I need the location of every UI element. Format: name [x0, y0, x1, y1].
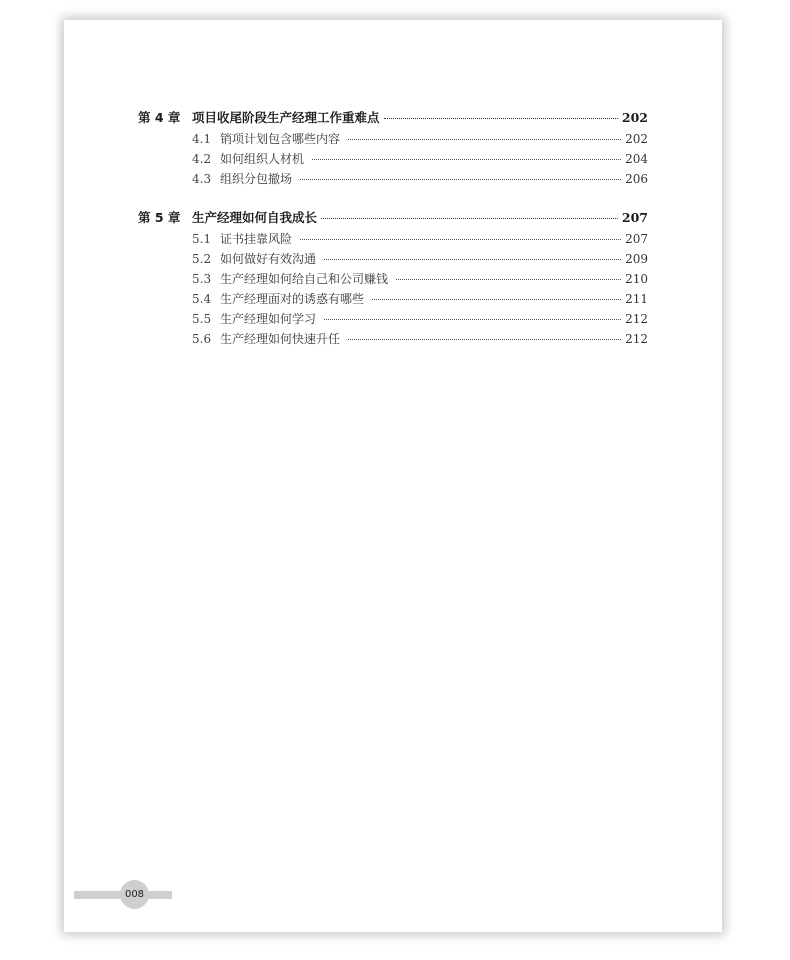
toc-chapter-4[interactable] — [138, 108, 648, 130]
section-number: 5.4 — [192, 292, 212, 306]
chapter-title: 生产经理如何自我成长 — [192, 210, 318, 225]
page-number-badge: 008 — [120, 880, 149, 909]
section-page-number: 210 — [625, 272, 648, 286]
dot-leader — [300, 239, 621, 240]
dot-leader — [312, 159, 621, 160]
section-number: 5.5 — [192, 312, 212, 326]
dot-leader — [348, 339, 621, 340]
section-title: 组织分包撤场 — [220, 172, 293, 186]
section-page-number: 211 — [625, 292, 648, 306]
toc-section-4-3[interactable] — [138, 170, 648, 190]
section-title: 生产经理如何学习 — [220, 312, 317, 326]
toc-chapter-5[interactable] — [138, 208, 648, 230]
chapter-title: 项目收尾阶段生产经理工作重难点 — [192, 110, 380, 125]
chapter-number: 第 5 章 — [138, 210, 181, 225]
section-number: 5.2 — [192, 252, 212, 266]
toc-section-5-6[interactable] — [138, 330, 648, 350]
section-title: 如何组织人材机 — [220, 152, 305, 166]
section-number: 4.3 — [192, 172, 212, 186]
toc-section-5-1[interactable] — [138, 230, 648, 250]
book-page — [64, 20, 722, 932]
dot-leader — [300, 179, 621, 180]
section-page-number: 202 — [625, 132, 648, 146]
section-title: 如何做好有效沟通 — [220, 252, 317, 266]
section-title: 销项计划包含哪些内容 — [220, 132, 341, 146]
toc-section-5-4[interactable] — [138, 290, 648, 310]
section-page-number: 212 — [625, 312, 648, 326]
section-number: 4.2 — [192, 152, 212, 166]
dot-leader — [384, 118, 618, 119]
section-title: 生产经理如何快速升任 — [220, 332, 341, 346]
section-title: 生产经理面对的诱惑有哪些 — [220, 292, 365, 306]
toc-section-4-1[interactable] — [138, 130, 648, 150]
toc-section-4-2[interactable] — [138, 150, 648, 170]
section-number: 4.1 — [192, 132, 212, 146]
dot-leader — [396, 279, 621, 280]
section-page-number: 209 — [625, 252, 648, 266]
section-page-number: 207 — [625, 232, 648, 246]
dot-leader — [348, 139, 621, 140]
section-page-number: 212 — [625, 332, 648, 346]
section-page-number: 206 — [625, 172, 648, 186]
toc-section-5-5[interactable] — [138, 310, 648, 330]
toc-section-5-2[interactable] — [138, 250, 648, 270]
section-number: 5.1 — [192, 232, 212, 246]
chapter-number: 第 4 章 — [138, 110, 181, 125]
section-title: 生产经理如何给自己和公司赚钱 — [220, 272, 389, 286]
chapter-spacer — [138, 190, 648, 208]
section-number: 5.3 — [192, 272, 212, 286]
chapter-page-number: 202 — [621, 110, 648, 125]
section-title: 证书挂靠风险 — [220, 232, 293, 246]
section-page-number: 204 — [625, 152, 648, 166]
chapter-page-number: 207 — [621, 210, 648, 225]
section-number: 5.6 — [192, 332, 212, 346]
dot-leader — [372, 299, 621, 300]
dot-leader — [321, 218, 618, 219]
table-of-contents — [138, 108, 648, 350]
toc-section-5-3[interactable] — [138, 270, 648, 290]
dot-leader — [324, 319, 621, 320]
dot-leader — [324, 259, 621, 260]
